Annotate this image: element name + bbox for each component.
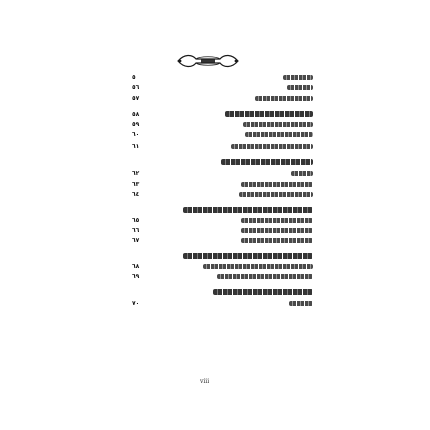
toc-entry <box>0 263 430 270</box>
toc-entry-text-rendering <box>183 207 313 213</box>
toc-entry-title <box>0 253 1 254</box>
toc-entry-text-rendering <box>241 218 313 223</box>
toc-heading <box>0 289 430 296</box>
toc-entry <box>0 170 430 177</box>
toc-page-number: ٦٢ <box>132 170 140 177</box>
toc-entry-text-rendering <box>241 228 313 233</box>
toc-page-number: ٦٤ <box>132 191 140 198</box>
toc-heading <box>0 207 430 214</box>
toc-entry-text-rendering <box>221 159 313 165</box>
toc-entry <box>0 227 430 234</box>
toc-entry-text-rendering <box>183 253 313 259</box>
toc-entry-title <box>0 111 1 112</box>
toc-entry-text-rendering <box>283 75 313 80</box>
toc-entry <box>0 191 430 198</box>
toc-heading <box>0 159 430 166</box>
toc-entry <box>0 237 430 244</box>
toc-entry <box>0 131 430 138</box>
toc-entry-text-rendering <box>289 301 313 306</box>
toc-entry-title <box>0 300 1 301</box>
toc-entry-text-rendering <box>243 122 313 127</box>
toc-entry <box>0 121 430 128</box>
toc-entry-title <box>0 95 1 96</box>
toc-entry-text-rendering <box>231 144 313 149</box>
toc-page-number: ٦٦ <box>132 227 140 234</box>
title-ornament <box>174 52 242 70</box>
toc-page-number: ٦٠ <box>132 131 140 138</box>
toc-entry-title <box>0 227 1 228</box>
toc-entry-text-rendering <box>203 264 313 269</box>
toc-entry-title <box>0 131 1 132</box>
toc-page-number: ٥٦ <box>132 84 140 91</box>
toc-entry-title <box>0 143 1 144</box>
toc-entry-title <box>0 207 1 208</box>
page-number: viii <box>200 378 210 385</box>
toc-entry <box>0 273 430 280</box>
toc-entry-title <box>0 237 1 238</box>
toc-page-number: ٧٠ <box>132 300 140 307</box>
toc-entry-title <box>0 217 1 218</box>
toc-page-number: ٥٧ <box>132 95 140 102</box>
toc-page-number: ٦٨ <box>132 263 140 270</box>
toc-entry-text-rendering <box>287 85 313 90</box>
toc-entry-text-rendering <box>225 111 313 117</box>
toc-entry-text-rendering <box>291 171 313 176</box>
toc-entry-title <box>0 84 1 85</box>
toc-page-number <box>132 253 158 260</box>
toc-heading <box>0 253 430 260</box>
toc-page-number: ٥ <box>132 74 136 81</box>
toc-entry <box>0 181 430 188</box>
toc-entry-text-rendering <box>245 132 313 137</box>
toc-entry-title <box>0 74 1 75</box>
toc-page-number: ٦٣ <box>132 181 140 188</box>
toc-entry-title <box>0 289 1 290</box>
toc-page-number: ٦٩ <box>132 273 140 280</box>
toc-entry-text-rendering <box>241 182 313 187</box>
toc-entry <box>0 143 430 150</box>
toc-page-number: ٦٥ <box>132 217 140 224</box>
toc-entry-title <box>0 273 1 274</box>
toc-entry-text-rendering <box>217 274 313 279</box>
toc-entry-title <box>0 191 1 192</box>
toc-entry <box>0 300 430 307</box>
toc-entry-text-rendering <box>239 192 313 197</box>
toc-entry-title <box>0 121 1 122</box>
toc-entry <box>0 217 430 224</box>
toc-entry-title <box>0 170 1 171</box>
toc-entry-title <box>0 263 1 264</box>
toc-entry-title <box>0 181 1 182</box>
toc-page-number: ٦٧ <box>132 237 140 244</box>
toc-page-number <box>132 159 158 166</box>
toc-page-number: ٦١ <box>132 143 140 150</box>
toc-entry-text-rendering <box>241 238 313 243</box>
toc-entry <box>0 74 430 81</box>
toc-page-number: ٥٨ <box>132 111 140 118</box>
toc-entry <box>0 95 430 102</box>
toc-entry-text-rendering <box>213 289 313 295</box>
toc-entry-text-rendering <box>255 96 313 101</box>
toc-entry <box>0 84 430 91</box>
toc-entry-title <box>0 159 1 160</box>
toc-page-number <box>132 289 158 296</box>
toc-heading <box>0 111 430 118</box>
toc-page-number <box>132 207 158 214</box>
toc-page-number: ٥٩ <box>132 121 140 128</box>
